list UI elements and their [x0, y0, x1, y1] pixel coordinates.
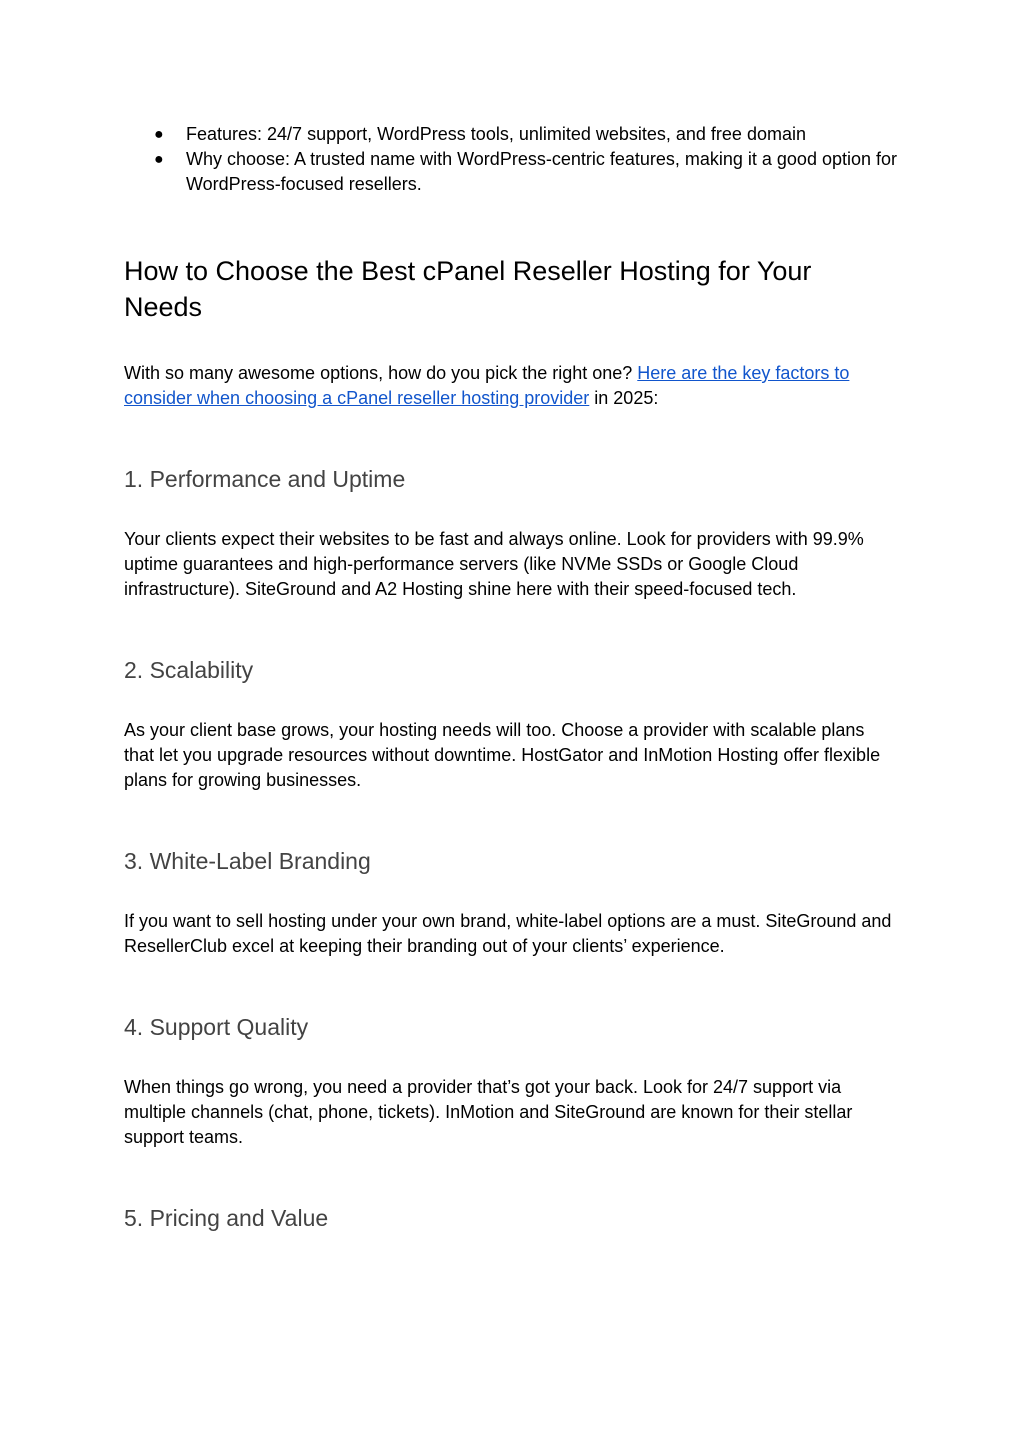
intro-paragraph — [124, 361, 899, 411]
paragraph-scalability: As your client base grows, your hosting needs will too. Choose a provider with scalable plans that let you upgrade resources without downtime. HostGator and InMotion Hosting offer flexible plans for growing businesses. — [124, 720, 881, 790]
feature-bullet-list — [124, 122, 904, 197]
intro-text-after: in 2025: — [589, 388, 659, 408]
bullet-text: Features: 24/7 support, WordPress tools, unlimited websites, and free domain — [186, 124, 806, 144]
paragraph-white-label: If you want to sell hosting under your own brand, white-label options are a must. SiteGround and ResellerClub excel at keeping their branding out of your clients’ experience. — [124, 911, 892, 956]
list-item — [124, 147, 904, 197]
section-heading: How to Choose the Best cPanel Reseller Hosting for Your Needs — [124, 256, 812, 322]
bullet-icon: ● — [154, 126, 164, 143]
intro-text-before: With so many awesome options, how do you pick the right one? — [124, 363, 638, 383]
key-factors-link[interactable]: Here are the key factors to consider when choosing a cPanel reseller hosting provider — [124, 363, 850, 408]
subheading-scalability: 2. Scalability — [124, 657, 254, 683]
subheading-performance: 1. Performance and Uptime — [124, 466, 406, 492]
paragraph-performance: Your clients expect their websites to be fast and always online. Look for providers with 99.9% uptime guarantees and high-performance servers (like NVMe SSDs or Google Cloud infrastructure). SiteGround and A2 Hosting shine here with their speed-focused tech. — [124, 529, 864, 599]
subheading-pricing: 5. Pricing and Value — [124, 1205, 329, 1231]
bullet-text: Why choose: A trusted name with WordPress-centric features, making it a good option for WordPress-focused resellers. — [186, 149, 898, 194]
subheading-white-label: 3. White-Label Branding — [124, 848, 371, 874]
subheading-support: 4. Support Quality — [124, 1014, 309, 1040]
list-item — [124, 122, 904, 147]
bullet-icon: ● — [154, 151, 164, 168]
paragraph-support: When things go wrong, you need a provider that’s got your back. Look for 24/7 support via multiple channels (chat, phone, tickets). InMotion and SiteGround are known for their stellar support teams. — [124, 1077, 853, 1147]
